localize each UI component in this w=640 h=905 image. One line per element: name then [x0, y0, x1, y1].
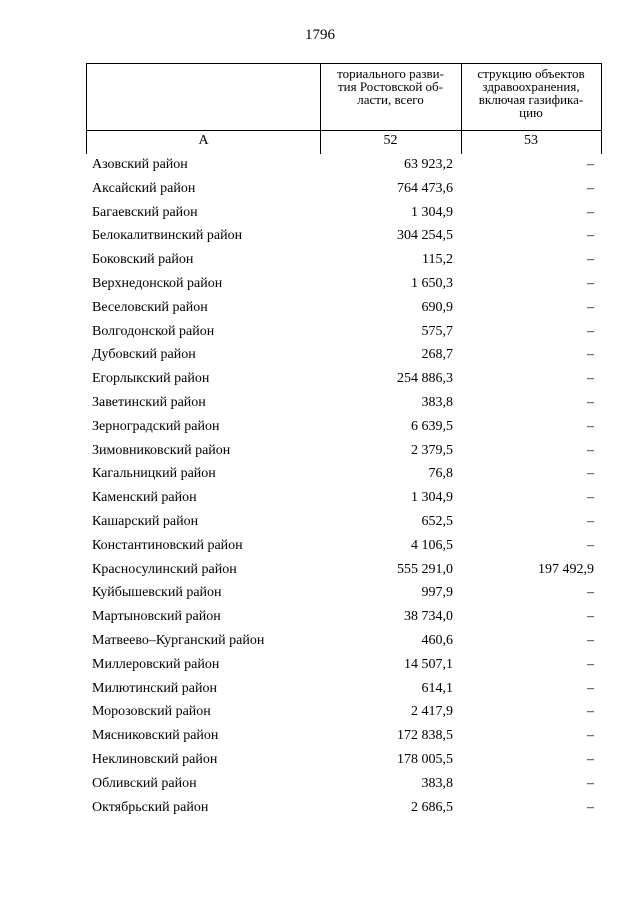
value-col-53: – — [587, 751, 594, 767]
table-row — [0, 322, 640, 346]
district-name: Мартыновский район — [92, 609, 221, 625]
district-name: Белокалитвинский район — [92, 228, 243, 244]
table-row — [0, 464, 640, 488]
value-col-53: – — [587, 490, 594, 506]
table-row — [0, 203, 640, 227]
district-name: Азовский район — [92, 157, 188, 172]
value-col-53: – — [587, 299, 594, 315]
district-name: Багаевский район — [92, 204, 198, 220]
value-col-53: – — [587, 323, 594, 339]
value-col-53: – — [587, 680, 594, 696]
value-col-52: 172 838,5 — [397, 728, 453, 744]
value-col-53: – — [587, 656, 594, 672]
value-col-52: 178 005,5 — [397, 751, 453, 767]
value-col-52: 6 639,5 — [411, 418, 453, 434]
value-col-52: 1 304,9 — [411, 490, 453, 506]
value-col-52: 1 304,9 — [411, 204, 453, 220]
value-col-52: 268,7 — [421, 347, 453, 363]
value-col-53: – — [587, 609, 594, 625]
value-col-52: 1 650,3 — [411, 275, 453, 291]
value-col-52: 14 507,1 — [404, 656, 453, 672]
table-row — [0, 750, 640, 774]
value-col-52: 115,2 — [422, 252, 453, 268]
district-name: Морозовский район — [92, 704, 211, 720]
value-col-52: 555 291,0 — [397, 561, 453, 577]
value-col-52: 2 417,9 — [411, 704, 453, 720]
value-col-53: – — [587, 466, 594, 482]
district-name: Заветинский район — [92, 394, 206, 410]
table-row — [0, 655, 640, 679]
district-name: Верхнедонской район — [92, 275, 223, 291]
table-row — [0, 274, 640, 298]
district-name: Аксайский район — [92, 180, 196, 196]
value-col-52: 383,8 — [421, 775, 453, 791]
value-col-53: – — [587, 228, 594, 244]
table-row — [0, 536, 640, 560]
district-name: Дубовский район — [92, 347, 196, 363]
table-row — [0, 250, 640, 274]
table-row — [0, 583, 640, 607]
table-row — [0, 488, 640, 512]
district-name: Милютинский район — [92, 680, 218, 696]
value-col-53: 197 492,9 — [538, 561, 594, 577]
value-col-53: – — [587, 442, 594, 458]
district-name: Миллеровский район — [92, 656, 220, 672]
district-name: Зимовниковский район — [92, 442, 231, 458]
value-col-53: – — [587, 513, 594, 529]
value-col-53: – — [587, 157, 594, 172]
district-name: Обливский район — [92, 775, 197, 791]
district-name: Константиновский район — [92, 537, 243, 553]
value-col-52: 997,9 — [421, 585, 453, 601]
value-col-53: – — [587, 537, 594, 553]
table-row — [0, 774, 640, 798]
district-name: Кагальницкий район — [92, 466, 216, 482]
table-row — [0, 441, 640, 465]
table-body — [0, 155, 640, 821]
value-col-53: – — [587, 204, 594, 220]
district-name: Красносулинский район — [92, 561, 237, 577]
table-row — [0, 726, 640, 750]
value-col-52: 383,8 — [421, 394, 453, 410]
value-col-52: 2 379,5 — [411, 442, 453, 458]
value-col-52: 38 734,0 — [404, 609, 453, 625]
value-col-53: – — [587, 775, 594, 791]
table-row — [0, 298, 640, 322]
district-name: Мясниковский район — [92, 728, 219, 744]
district-name: Кашарский район — [92, 513, 199, 529]
header-divider — [87, 130, 601, 131]
table-row — [0, 345, 640, 369]
column-52-heading: ториального разви- тия Ростовской об- ласти, всего — [337, 66, 444, 107]
table-row — [0, 369, 640, 393]
table-row — [0, 393, 640, 417]
value-col-53: – — [587, 704, 594, 720]
value-col-52: 764 473,6 — [397, 180, 453, 196]
table-row — [0, 179, 640, 203]
value-col-53: – — [587, 585, 594, 601]
table-row — [0, 417, 640, 441]
value-col-52: 4 106,5 — [411, 537, 453, 553]
value-col-53: – — [587, 394, 594, 410]
district-name: Зерноградский район — [92, 418, 220, 434]
value-col-53: – — [587, 418, 594, 434]
district-name: Октябрьский район — [92, 799, 209, 815]
table-row — [0, 226, 640, 250]
value-col-52: 2 686,5 — [411, 799, 453, 815]
value-col-52: 614,1 — [421, 680, 453, 696]
table-row — [0, 798, 640, 822]
table-row — [0, 631, 640, 655]
value-col-53: – — [587, 371, 594, 387]
column-number-52: 52 — [383, 133, 398, 148]
value-col-53: – — [587, 632, 594, 648]
table-header — [86, 63, 602, 154]
column-53-heading: струкцию объектов здравоохранения, включая газифика- цию — [477, 66, 585, 120]
table-row — [0, 512, 640, 536]
value-col-53: – — [587, 728, 594, 744]
value-col-52: 254 886,3 — [397, 371, 453, 387]
value-col-52: 304 254,5 — [397, 228, 453, 244]
column-number-53: 53 — [524, 133, 538, 148]
value-col-53: – — [587, 799, 594, 815]
value-col-53: – — [587, 252, 594, 268]
district-name: Егорлыкский район — [92, 371, 210, 387]
table-row — [0, 702, 640, 726]
column-number-a: А — [198, 133, 209, 148]
page-number: 1796 — [305, 27, 335, 43]
value-col-52: 575,7 — [421, 323, 453, 339]
district-name: Матвеево–Курганский район — [92, 632, 265, 648]
value-col-52: 690,9 — [421, 299, 453, 315]
value-col-52: 63 923,2 — [404, 157, 453, 172]
district-name: Каменский район — [92, 490, 197, 506]
value-col-52: 652,5 — [421, 513, 453, 529]
district-name: Боковский район — [92, 252, 194, 268]
value-col-53: – — [587, 180, 594, 196]
district-name: Куйбышевский район — [92, 585, 222, 601]
district-name: Веселовский район — [92, 299, 208, 315]
district-name: Неклиновский район — [92, 751, 218, 767]
value-col-53: – — [587, 347, 594, 363]
table-row — [0, 560, 640, 584]
value-col-52: 460,6 — [421, 632, 453, 648]
table-row — [0, 607, 640, 631]
value-col-53: – — [587, 275, 594, 291]
district-name: Волгодонской район — [92, 323, 215, 339]
table-row — [0, 155, 640, 179]
table-row — [0, 679, 640, 703]
value-col-52: 76,8 — [428, 466, 453, 482]
